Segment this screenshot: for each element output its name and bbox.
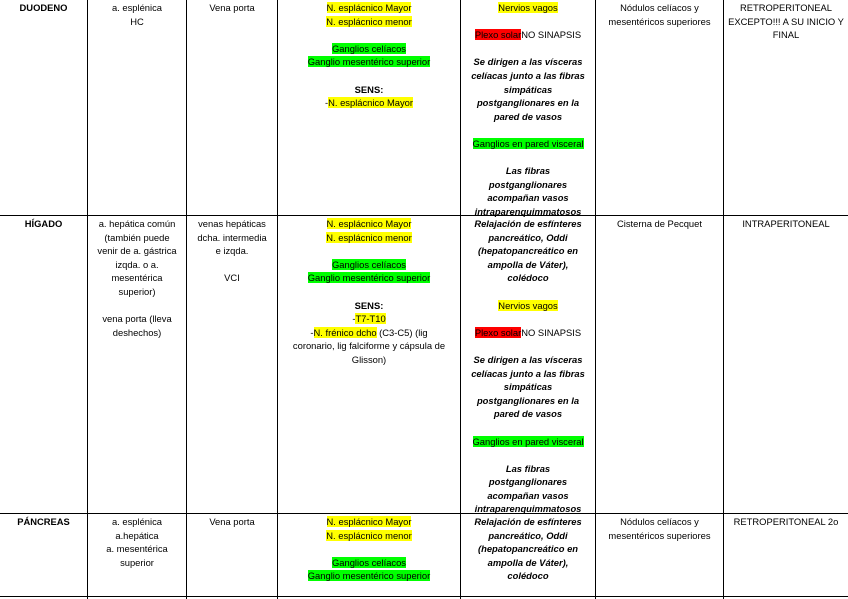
dirigen-line: celíacas junto a las fibras (471, 367, 585, 379)
venas-cell (187, 217, 277, 285)
func-line: colédoco (507, 570, 549, 582)
parasimpatico-cell (461, 1, 595, 219)
ganglios-celiacos: Ganglios celíacos (332, 556, 406, 568)
venas-cell (187, 1, 277, 15)
simpatico-cell (278, 217, 460, 367)
sens-label: SENS: (354, 83, 384, 95)
organ-cell (0, 1, 87, 15)
ganglios-pared: Ganglios en pared visceral (472, 435, 584, 447)
venas-line: e izqda. (215, 245, 249, 257)
nervios-vagos: Nervios vagos (498, 2, 558, 13)
func-line: pancreático, Oddi (488, 231, 568, 243)
nervios-vagos: Nervios vagos (498, 299, 558, 311)
arteria-cell (88, 515, 186, 569)
venas-line: venas hepáticas (198, 218, 266, 229)
no-sinapsis: NO SINAPSIS (521, 29, 582, 41)
fibras-line: postganglionares (488, 178, 568, 190)
func-line: ampolla de Váter), (487, 556, 569, 568)
arteria-line: HC (130, 15, 144, 27)
venas-cell (187, 515, 277, 529)
fibras-line: intraparenquimmatosos (474, 503, 582, 515)
plexo-solar: Plexo solar (474, 326, 522, 338)
func-line: pancreático, Oddi (488, 529, 568, 541)
ganglios-pared: Ganglios en pared visceral (472, 137, 584, 149)
plexo-solar: Plexo solar (474, 29, 522, 41)
organ-name: HÍGADO (24, 218, 63, 229)
linfa-cell (596, 515, 723, 542)
sens-detail: coronario, lig falciforme y cápsula de (292, 340, 446, 352)
peritoneo-line: FINAL (772, 29, 800, 41)
fibras-line: postganglionares (488, 476, 568, 488)
sens-prefix: - (324, 97, 329, 109)
arteria-line: a. mesentérica (106, 543, 168, 555)
arteria-line: deshechos) (112, 326, 162, 338)
dirigen-line: simpáticas (503, 381, 553, 393)
sens-segments: T7-T10 (355, 313, 386, 325)
simpatico-cell (278, 515, 460, 583)
parasimpatico-cell (461, 515, 595, 583)
arteria-line: superior (120, 556, 154, 568)
fibras-line: Las fibras (505, 165, 551, 177)
ganglio-mesenterico: Ganglio mesentérico superior (307, 570, 431, 582)
peritoneo-line: RETROPERITONEAL 2o (733, 516, 839, 527)
dirigen-line: postganglionares en la (476, 97, 580, 109)
venas-line: dcha. intermedia (197, 231, 267, 243)
arteria-cell (88, 217, 186, 339)
venas-line: VCI (224, 272, 240, 284)
dirigen-line: Se dirigen a las vísceras (473, 353, 583, 365)
dirigen-line: simpáticas (503, 83, 553, 95)
organ-cell (0, 515, 87, 529)
organ-name: DUODENO (19, 2, 68, 13)
linfa-cell (596, 1, 723, 28)
ganglios-celiacos: Ganglios celíacos (332, 258, 406, 270)
arteria-line: venir de a. gástrica (97, 245, 177, 257)
ganglio-mesenterico: Ganglio mesentérico superior (307, 272, 431, 284)
ganglio-mesenterico: Ganglio mesentérico superior (307, 56, 431, 68)
sens-nerve: N. esplácnico Mayor (328, 97, 414, 109)
arteria-line: izqda. o a. (115, 258, 159, 270)
dirigen-line: postganglionares en la (476, 394, 580, 406)
organ-name: PÁNCREAS (17, 516, 70, 527)
esplacnico-mayor: N. esplácnico Mayor (326, 2, 412, 13)
func-line: (hepatopancreático en (477, 543, 579, 555)
arteria-line: (también puede (104, 231, 170, 243)
peritoneo-line: RETROPERITONEAL (739, 2, 833, 13)
arteria-line: mesentérica (111, 272, 163, 284)
column-divider (595, 0, 596, 599)
no-sinapsis: NO SINAPSIS (521, 326, 582, 338)
row-divider (0, 215, 848, 216)
arteria-cell (88, 1, 186, 28)
simpatico-cell (278, 1, 460, 110)
column-divider (186, 0, 187, 599)
arteria-line: a. esplénica (111, 2, 163, 13)
peritoneo-cell (724, 515, 848, 529)
arteria-line: superior) (118, 285, 156, 297)
fibras-line: acompañan vasos (487, 192, 569, 204)
func-line: Relajación de esfínteres (474, 516, 582, 527)
sens-prefix: - (352, 313, 356, 325)
dirigen-line: pared de vasos (493, 110, 563, 122)
linfa-line: Cisterna de Pecquet (617, 218, 702, 229)
func-line: (hepatopancreático en (477, 245, 579, 257)
parasimpatico-cell (461, 217, 595, 516)
fibras-line: Las fibras (505, 462, 551, 474)
linfa-line: mesentéricos superiores (608, 529, 711, 541)
venas-line: Vena porta (209, 2, 255, 13)
esplacnico-mayor: N. esplácnico Mayor (326, 516, 412, 527)
arteria-line: a. esplénica (111, 516, 163, 527)
arteria-line: a. hepática común (98, 218, 176, 229)
func-line: colédoco (507, 272, 549, 284)
func-line: ampolla de Váter), (487, 258, 569, 270)
arteria-line: a.hepática (115, 529, 159, 541)
dirigen-line: celíacas junto a las fibras (471, 69, 585, 81)
esplacnico-menor: N. esplácnico menor (326, 231, 412, 243)
arteria-line: vena porta (lleva (102, 313, 172, 325)
esplacnico-mayor: N. esplácnico Mayor (326, 218, 412, 229)
peritoneo-cell (724, 217, 848, 231)
fibras-line: intraparenquimmatosos (474, 205, 582, 217)
dirigen-line: pared de vasos (493, 408, 563, 420)
esplacnico-menor: N. esplácnico menor (326, 529, 412, 541)
linfa-line: Nódulos celíacos y (620, 2, 699, 13)
sens-detail: Glisson) (351, 353, 387, 365)
ganglios-celiacos: Ganglios celíacos (332, 42, 406, 54)
sens-prefix: - (310, 326, 314, 338)
peritoneo-cell (724, 1, 848, 42)
organ-cell (0, 217, 87, 231)
peritoneo-line: EXCEPTO!!! A SU INICIO Y (728, 15, 844, 27)
linfa-line: Nódulos celíacos y (620, 516, 699, 527)
linfa-cell (596, 217, 723, 231)
fibras-line: acompañan vasos (487, 489, 569, 501)
sens-label: SENS: (354, 299, 384, 311)
venas-line: Vena porta (209, 516, 255, 527)
sens-frenico: N. frénico dcho (313, 326, 377, 338)
row-divider (0, 596, 848, 597)
peritoneo-line: INTRAPERITONEAL (742, 218, 830, 229)
func-line: Relajación de esfínteres (474, 218, 582, 229)
linfa-line: mesentéricos superiores (608, 15, 711, 27)
row-divider (0, 513, 848, 514)
dirigen-line: Se dirigen a las vísceras (473, 56, 583, 68)
column-divider (723, 0, 724, 599)
sens-detail: (C3-C5) (lig (376, 326, 428, 338)
esplacnico-menor: N. esplácnico menor (326, 15, 412, 27)
